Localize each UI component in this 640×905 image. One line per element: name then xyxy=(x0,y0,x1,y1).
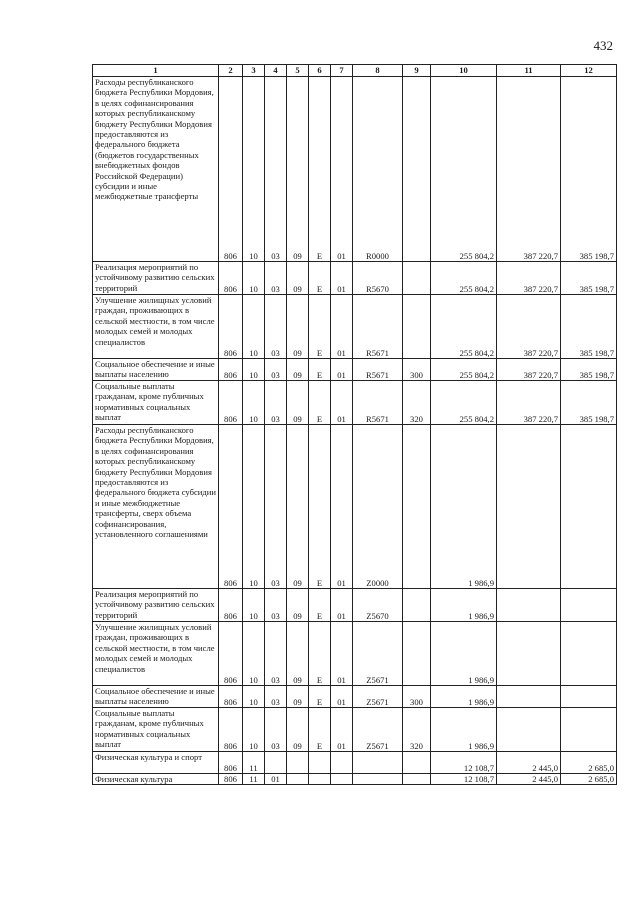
row-value-cell xyxy=(353,774,403,785)
row-value-cell: 01 xyxy=(331,686,353,708)
row-value-cell: 255 804,2 xyxy=(431,359,497,381)
row-name-cell: Расходы республиканского бюджета Республики Мордовия, в целях софинансирования которых республиканскому бюджету Республики Мордовия предоставляются из федерального бюджета субсидии и иные межбюджетные трансферты, сверх объема софинансирования, установленного соглашениями xyxy=(93,425,219,589)
column-header: 4 xyxy=(265,65,287,77)
row-value-cell xyxy=(403,262,431,295)
row-value-cell: 03 xyxy=(265,381,287,425)
row-value-cell: 10 xyxy=(243,77,265,262)
row-value-cell: 10 xyxy=(243,589,265,622)
column-header: 1 xyxy=(93,65,219,77)
row-value-cell: 385 198,7 xyxy=(561,262,617,295)
row-value-cell xyxy=(497,686,561,708)
row-value-cell xyxy=(497,622,561,686)
row-value-cell xyxy=(403,774,431,785)
row-value-cell: 806 xyxy=(219,359,243,381)
row-value-cell: 1 986,9 xyxy=(431,622,497,686)
row-value-cell: 806 xyxy=(219,622,243,686)
row-value-cell xyxy=(309,774,331,785)
row-value-cell: 385 198,7 xyxy=(561,381,617,425)
row-value-cell: 1 986,9 xyxy=(431,708,497,752)
row-value-cell: 2 685,0 xyxy=(561,752,617,774)
row-value-cell: 387 220,7 xyxy=(497,262,561,295)
column-header: 3 xyxy=(243,65,265,77)
column-header: 8 xyxy=(353,65,403,77)
row-name-cell: Реализация мероприятий по устойчивому развитию сельских территорий xyxy=(93,589,219,622)
row-value-cell: 806 xyxy=(219,686,243,708)
row-value-cell: Z5670 xyxy=(353,589,403,622)
row-value-cell: 09 xyxy=(287,295,309,359)
row-value-cell: 03 xyxy=(265,686,287,708)
row-value-cell: 320 xyxy=(403,708,431,752)
row-value-cell: 03 xyxy=(265,708,287,752)
row-value-cell: Z5671 xyxy=(353,622,403,686)
row-value-cell: 10 xyxy=(243,295,265,359)
row-value-cell: 03 xyxy=(265,622,287,686)
row-name-cell: Реализация мероприятий по устойчивому развитию сельских территорий xyxy=(93,262,219,295)
row-value-cell xyxy=(287,752,309,774)
row-value-cell xyxy=(403,622,431,686)
column-header: 12 xyxy=(561,65,617,77)
row-name-cell: Физическая культура и спорт xyxy=(93,752,219,774)
column-header: 9 xyxy=(403,65,431,77)
row-value-cell: 300 xyxy=(403,359,431,381)
row-value-cell: R5671 xyxy=(353,359,403,381)
row-value-cell: 385 198,7 xyxy=(561,77,617,262)
table-row xyxy=(93,708,617,752)
row-value-cell: 01 xyxy=(331,77,353,262)
row-value-cell xyxy=(561,686,617,708)
row-value-cell: 09 xyxy=(287,425,309,589)
row-value-cell: 09 xyxy=(287,381,309,425)
row-value-cell: 255 804,2 xyxy=(431,77,497,262)
row-value-cell: 01 xyxy=(331,295,353,359)
row-value-cell: 12 108,7 xyxy=(431,752,497,774)
table-row xyxy=(93,425,617,589)
row-value-cell: R5671 xyxy=(353,295,403,359)
row-value-cell xyxy=(561,425,617,589)
row-value-cell xyxy=(497,589,561,622)
row-value-cell: 11 xyxy=(243,774,265,785)
row-value-cell xyxy=(403,425,431,589)
row-value-cell: 09 xyxy=(287,686,309,708)
row-value-cell: 2 445,0 xyxy=(497,774,561,785)
row-value-cell: 03 xyxy=(265,359,287,381)
row-value-cell xyxy=(497,425,561,589)
row-value-cell: Z5671 xyxy=(353,686,403,708)
row-name-cell: Расходы республиканского бюджета Республики Мордовия, в целях софинансирования которых республиканскому бюджету Республики Мордовия предоставляются из федерального бюджета (бюджетов государственных внебюджетных фондов Российской Федерации) субсидии и иные межбюджетные трансферты xyxy=(93,77,219,262)
row-value-cell: 10 xyxy=(243,381,265,425)
row-value-cell: 01 xyxy=(331,589,353,622)
row-value-cell: 806 xyxy=(219,589,243,622)
row-value-cell: 387 220,7 xyxy=(497,381,561,425)
row-name-cell: Социальные выплаты гражданам, кроме публичных нормативных социальных выплат xyxy=(93,381,219,425)
row-value-cell: 806 xyxy=(219,295,243,359)
row-value-cell: 10 xyxy=(243,425,265,589)
row-value-cell: Е xyxy=(309,77,331,262)
row-value-cell: 09 xyxy=(287,622,309,686)
row-value-cell: 300 xyxy=(403,686,431,708)
row-value-cell: Е xyxy=(309,262,331,295)
row-value-cell: 03 xyxy=(265,295,287,359)
row-value-cell: 09 xyxy=(287,262,309,295)
row-value-cell: 01 xyxy=(331,381,353,425)
row-value-cell: 09 xyxy=(287,359,309,381)
row-value-cell: 1 986,9 xyxy=(431,425,497,589)
row-value-cell: 01 xyxy=(331,708,353,752)
table-row xyxy=(93,359,617,381)
row-value-cell: 2 445,0 xyxy=(497,752,561,774)
column-header: 7 xyxy=(331,65,353,77)
table-row xyxy=(93,262,617,295)
row-value-cell: 255 804,2 xyxy=(431,381,497,425)
row-name-cell: Физическая культура xyxy=(93,774,219,785)
row-value-cell: 806 xyxy=(219,425,243,589)
row-value-cell: 387 220,7 xyxy=(497,295,561,359)
row-value-cell: 255 804,2 xyxy=(431,295,497,359)
row-value-cell: R0000 xyxy=(353,77,403,262)
row-value-cell: 255 804,2 xyxy=(431,262,497,295)
table-row xyxy=(93,589,617,622)
row-value-cell: 03 xyxy=(265,425,287,589)
row-value-cell: Е xyxy=(309,686,331,708)
row-value-cell: Е xyxy=(309,622,331,686)
row-value-cell: 2 685,0 xyxy=(561,774,617,785)
row-value-cell: 03 xyxy=(265,77,287,262)
row-value-cell: R5671 xyxy=(353,381,403,425)
row-value-cell xyxy=(403,752,431,774)
row-value-cell: 320 xyxy=(403,381,431,425)
row-value-cell: Z0000 xyxy=(353,425,403,589)
row-value-cell xyxy=(403,589,431,622)
row-value-cell xyxy=(353,752,403,774)
row-value-cell: 01 xyxy=(331,262,353,295)
column-header: 10 xyxy=(431,65,497,77)
row-name-cell: Социальные выплаты гражданам, кроме публичных нормативных социальных выплат xyxy=(93,708,219,752)
row-name-cell: Улучшение жилищных условий граждан, проживающих в сельской местности, в том числе молодых семей и молодых специалистов xyxy=(93,295,219,359)
row-value-cell: 10 xyxy=(243,262,265,295)
row-value-cell: Е xyxy=(309,381,331,425)
row-value-cell: Z5671 xyxy=(353,708,403,752)
table-row xyxy=(93,622,617,686)
budget-table xyxy=(92,64,617,785)
row-value-cell xyxy=(265,752,287,774)
row-name-cell: Социальное обеспечение и иные выплаты населению xyxy=(93,686,219,708)
row-value-cell: 1 986,9 xyxy=(431,686,497,708)
table-row xyxy=(93,774,617,785)
row-value-cell xyxy=(403,77,431,262)
column-header: 5 xyxy=(287,65,309,77)
row-value-cell: 385 198,7 xyxy=(561,359,617,381)
row-value-cell: 806 xyxy=(219,262,243,295)
row-value-cell xyxy=(331,752,353,774)
row-value-cell: 10 xyxy=(243,708,265,752)
row-value-cell xyxy=(561,589,617,622)
row-value-cell: Е xyxy=(309,295,331,359)
row-value-cell: 11 xyxy=(243,752,265,774)
row-name-cell: Улучшение жилищных условий граждан, проживающих в сельской местности, в том числе молодых семей и молодых специалистов xyxy=(93,622,219,686)
row-value-cell: 387 220,7 xyxy=(497,359,561,381)
row-value-cell: 09 xyxy=(287,589,309,622)
row-value-cell: 01 xyxy=(331,359,353,381)
row-name-cell: Социальное обеспечение и иные выплаты населению xyxy=(93,359,219,381)
row-value-cell: 10 xyxy=(243,686,265,708)
row-value-cell xyxy=(561,708,617,752)
row-value-cell: 09 xyxy=(287,708,309,752)
row-value-cell xyxy=(403,295,431,359)
column-header: 11 xyxy=(497,65,561,77)
row-value-cell: 01 xyxy=(331,622,353,686)
row-value-cell: 387 220,7 xyxy=(497,77,561,262)
row-value-cell: 03 xyxy=(265,262,287,295)
row-value-cell xyxy=(331,774,353,785)
row-value-cell xyxy=(497,708,561,752)
row-value-cell: 385 198,7 xyxy=(561,295,617,359)
row-value-cell: 1 986,9 xyxy=(431,589,497,622)
column-header: 2 xyxy=(219,65,243,77)
table-row xyxy=(93,77,617,262)
row-value-cell: 10 xyxy=(243,359,265,381)
table-row xyxy=(93,381,617,425)
row-value-cell: 10 xyxy=(243,622,265,686)
page-number: 432 xyxy=(593,38,613,53)
table-row xyxy=(93,686,617,708)
row-value-cell: Е xyxy=(309,589,331,622)
row-value-cell: 806 xyxy=(219,381,243,425)
row-value-cell: 01 xyxy=(331,425,353,589)
column-header: 6 xyxy=(309,65,331,77)
row-value-cell: 01 xyxy=(265,774,287,785)
row-value-cell: R5670 xyxy=(353,262,403,295)
row-value-cell xyxy=(561,622,617,686)
row-value-cell: 806 xyxy=(219,77,243,262)
table-row xyxy=(93,295,617,359)
row-value-cell xyxy=(309,752,331,774)
table-row xyxy=(93,752,617,774)
row-value-cell: 806 xyxy=(219,708,243,752)
row-value-cell: 806 xyxy=(219,774,243,785)
row-value-cell: 806 xyxy=(219,752,243,774)
row-value-cell: 09 xyxy=(287,77,309,262)
row-value-cell: Е xyxy=(309,359,331,381)
row-value-cell: 03 xyxy=(265,589,287,622)
row-value-cell: Е xyxy=(309,708,331,752)
row-value-cell: Е xyxy=(309,425,331,589)
row-value-cell xyxy=(287,774,309,785)
table-header-row xyxy=(93,65,617,77)
row-value-cell: 12 108,7 xyxy=(431,774,497,785)
